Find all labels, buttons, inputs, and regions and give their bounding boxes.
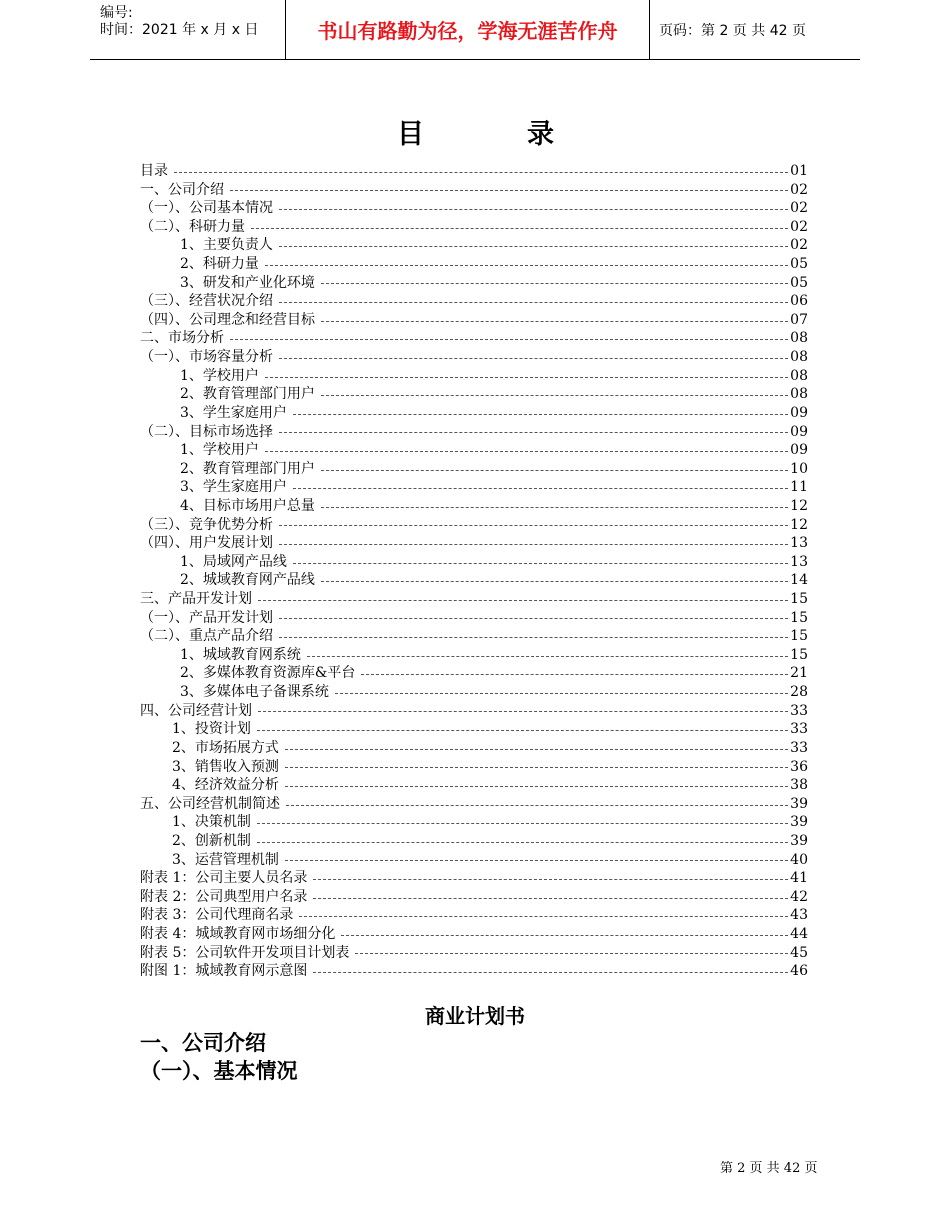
toc-entry-label: 二、市场分析 — [140, 330, 224, 347]
toc-entry-label: 2、教育管理部门用户 — [180, 460, 315, 477]
toc-entry-page: 33 — [790, 721, 808, 738]
toc-leader — [341, 935, 788, 936]
toc-entry-page: 02 — [790, 200, 808, 217]
toc-entry-label: （一）、产品开发计划 — [140, 609, 273, 626]
toc-entry[interactable] — [140, 646, 808, 665]
toc-leader — [293, 563, 788, 564]
toc-leader — [285, 860, 788, 861]
toc-entry[interactable] — [140, 497, 808, 516]
toc-entry-page: 15 — [790, 591, 808, 608]
toc-leader — [307, 656, 788, 657]
toc-leader — [257, 823, 788, 824]
toc-entry-page: 01 — [790, 163, 808, 179]
toc-entry[interactable] — [140, 869, 808, 888]
toc-entry-page: 41 — [790, 870, 808, 887]
toc-leader — [251, 228, 788, 229]
toc-entry[interactable] — [140, 813, 808, 832]
toc-leader — [257, 842, 788, 843]
toc-entry-label: 附表 4：城域教育网市场细分化 — [140, 925, 336, 942]
toc-leader — [286, 805, 788, 806]
toc-leader — [279, 358, 788, 359]
toc-entry[interactable] — [140, 199, 808, 218]
table-of-contents — [140, 162, 808, 981]
toc-entry-label: （二）、目标市场选择 — [140, 423, 273, 440]
toc-entry-page: 06 — [790, 293, 808, 310]
toc-entry-page: 38 — [790, 777, 808, 794]
page-header — [90, 0, 860, 60]
toc-entry[interactable] — [140, 516, 808, 535]
toc-entry-label: （二）、重点产品介绍 — [140, 628, 273, 645]
toc-entry[interactable] — [140, 274, 808, 293]
toc-entry-label: 4、目标市场用户总量 — [180, 497, 315, 514]
toc-leader — [293, 414, 788, 415]
toc-entry-page: 02 — [790, 237, 808, 254]
toc-entry-label: 3、学生家庭用户 — [180, 404, 287, 421]
toc-entry[interactable] — [140, 553, 808, 572]
toc-leader — [313, 972, 788, 973]
toc-entry-label: 目录 — [140, 163, 168, 179]
toc-entry-label: 2、城域教育网产品线 — [180, 572, 315, 589]
toc-entry-page: 08 — [790, 386, 808, 403]
toc-leader — [230, 190, 788, 191]
toc-entry-label: 附表 3：公司代理商名录 — [140, 907, 294, 924]
toc-entry-page: 15 — [790, 646, 808, 663]
toc-entry-label: 1、学校用户 — [180, 442, 259, 459]
toc-entry-page: 10 — [790, 460, 808, 477]
toc-entry-page: 12 — [790, 516, 808, 533]
toc-entry[interactable] — [140, 404, 808, 423]
toc-entry-page: 09 — [790, 423, 808, 440]
toc-entry-label: 附表 2：公司典型用户名录 — [140, 888, 308, 905]
toc-entry[interactable] — [140, 925, 808, 944]
toc-entry-label: 3、多媒体电子备课系统 — [180, 684, 329, 701]
toc-entry-label: 3、销售收入预测 — [172, 758, 279, 775]
section-heading-1: 一、公司介绍 — [140, 1031, 266, 1055]
toc-leader — [279, 432, 788, 433]
toc-entry[interactable] — [140, 292, 808, 311]
toc-entry[interactable] — [140, 423, 808, 442]
toc-entry-page: 21 — [790, 665, 808, 682]
toc-entry[interactable] — [140, 255, 808, 274]
toc-leader — [265, 451, 788, 452]
toc-leader — [279, 637, 788, 638]
doc-number-label: 编号: — [100, 5, 133, 21]
toc-entry-page: 14 — [790, 572, 808, 589]
toc-entry[interactable] — [140, 944, 808, 963]
toc-entry-label: 1、投资计划 — [172, 721, 251, 738]
toc-entry-label: （一）、市场容量分析 — [140, 349, 273, 366]
toc-title-char-1: 目 — [397, 119, 424, 150]
toc-entry-label: 3、研发和产业化环境 — [180, 274, 315, 291]
toc-entry[interactable] — [140, 851, 808, 870]
toc-entry-label: 2、创新机制 — [172, 832, 251, 849]
toc-entry-label: （四）、公司理念和经营目标 — [140, 311, 315, 328]
toc-entry[interactable] — [140, 478, 808, 497]
toc-entry-page: 08 — [790, 349, 808, 366]
toc-entry-label: 1、学校用户 — [180, 367, 259, 384]
toc-entry[interactable] — [140, 385, 808, 404]
toc-entry-label: 三、产品开发计划 — [140, 591, 252, 608]
toc-entry-page: 40 — [790, 851, 808, 868]
toc-leader — [265, 377, 788, 378]
toc-entry[interactable] — [140, 441, 808, 460]
toc-entry-page: 43 — [790, 907, 808, 924]
toc-entry[interactable] — [140, 832, 808, 851]
header-motto: 书山有路勤为径，学海无涯苦作舟 — [317, 19, 618, 43]
toc-entry-label: 附图 1：城域教育网示意图 — [140, 963, 308, 980]
doc-time-label: 时间：2021 年 x 月 x 日 — [100, 22, 259, 38]
toc-entry-label: 1、城域教育网系统 — [180, 646, 301, 663]
toc-leader — [257, 730, 788, 731]
toc-leader — [321, 470, 788, 471]
toc-entry-page: 15 — [790, 609, 808, 626]
toc-leader — [258, 600, 788, 601]
header-page-label: 页码：第 2 页 共 42 页 — [659, 22, 806, 39]
toc-leader — [361, 674, 788, 675]
toc-entry-page: 05 — [790, 274, 808, 291]
toc-entry-label: 一、公司介绍 — [140, 181, 224, 198]
toc-entry[interactable] — [140, 571, 808, 590]
toc-entry[interactable] — [140, 162, 808, 181]
toc-leader — [279, 209, 788, 210]
toc-entry-page: 13 — [790, 553, 808, 570]
toc-entry-page: 02 — [790, 218, 808, 235]
toc-entry-label: 1、主要负责人 — [180, 237, 273, 254]
toc-entry-label: 3、运营管理机制 — [172, 851, 279, 868]
toc-entry[interactable] — [140, 758, 808, 777]
toc-entry-page: 08 — [790, 367, 808, 384]
toc-entry[interactable] — [140, 702, 808, 721]
toc-entry[interactable] — [140, 720, 808, 739]
toc-leader — [313, 898, 788, 899]
toc-entry-page: 33 — [790, 702, 808, 719]
toc-entry-page: 39 — [790, 832, 808, 849]
toc-entry-page: 46 — [790, 963, 808, 980]
toc-entry-page: 05 — [790, 256, 808, 273]
toc-entry-page: 13 — [790, 535, 808, 552]
toc-leader — [279, 302, 788, 303]
toc-entry-label: （四）、用户发展计划 — [140, 535, 273, 552]
toc-entry-page: 08 — [790, 330, 808, 347]
toc-entry[interactable] — [140, 348, 808, 367]
toc-entry-label: 五、公司经营机制简述 — [140, 795, 280, 812]
toc-leader — [174, 172, 788, 173]
toc-entry-label: 1、局域网产品线 — [180, 553, 287, 570]
toc-entry-label: （二）、科研力量 — [140, 218, 245, 235]
toc-entry[interactable] — [140, 181, 808, 200]
toc-entry-label: 4、经济效益分析 — [172, 777, 279, 794]
toc-leader — [299, 916, 788, 917]
toc-entry[interactable] — [140, 590, 808, 609]
toc-leader — [313, 879, 788, 880]
toc-leader — [279, 544, 788, 545]
toc-entry[interactable] — [140, 627, 808, 646]
toc-entry[interactable] — [140, 460, 808, 479]
toc-entry-page: 44 — [790, 925, 808, 942]
toc-entry-label: 附表 1：公司主要人员名录 — [140, 870, 308, 887]
toc-entry[interactable] — [140, 609, 808, 628]
toc-entry-page: 33 — [790, 739, 808, 756]
toc-entry-page: 09 — [790, 442, 808, 459]
toc-leader — [285, 749, 788, 750]
toc-entry[interactable] — [140, 664, 808, 683]
toc-entry-label: （三）、经营状况介绍 — [140, 293, 273, 310]
toc-leader — [321, 283, 788, 284]
toc-leader — [258, 711, 788, 712]
toc-entry-page: 09 — [790, 404, 808, 421]
toc-entry[interactable] — [140, 776, 808, 795]
toc-entry[interactable] — [140, 534, 808, 553]
toc-entry[interactable] — [140, 795, 808, 814]
toc-entry-page: 39 — [790, 814, 808, 831]
toc-leader — [293, 488, 788, 489]
toc-entry[interactable] — [140, 683, 808, 702]
header-motto-cell — [285, 0, 650, 59]
toc-entry-page: 28 — [790, 684, 808, 701]
page-footer: 第 2 页 共 42 页 — [720, 1161, 818, 1176]
toc-entry[interactable] — [140, 906, 808, 925]
toc-entry-label: 2、教育管理部门用户 — [180, 386, 315, 403]
toc-leader — [265, 265, 788, 266]
toc-leader — [321, 395, 788, 396]
toc-leader — [321, 321, 788, 322]
toc-leader — [279, 525, 788, 526]
toc-entry-label: 附表 5：公司软件开发项目计划表 — [140, 944, 350, 961]
toc-entry[interactable] — [140, 367, 808, 386]
toc-entry-label: 1、决策机制 — [172, 814, 251, 831]
toc-entry[interactable] — [140, 218, 808, 237]
toc-leader — [321, 581, 788, 582]
toc-title-char-2: 录 — [527, 119, 554, 150]
toc-leader — [321, 507, 788, 508]
toc-leader — [279, 618, 788, 619]
toc-entry-page: 11 — [790, 479, 808, 496]
toc-entry-page: 36 — [790, 758, 808, 775]
toc-entry-label: 2、多媒体教育资源库&平台 — [180, 665, 356, 682]
toc-entry[interactable] — [140, 962, 808, 981]
toc-leader — [285, 767, 788, 768]
toc-leader — [335, 693, 788, 694]
toc-leader — [230, 339, 788, 340]
toc-entry-page: 07 — [790, 311, 808, 328]
toc-leader — [285, 786, 788, 787]
toc-entry-page: 15 — [790, 628, 808, 645]
toc-entry-page: 42 — [790, 888, 808, 905]
toc-entry-label: 2、市场拓展方式 — [172, 739, 279, 756]
toc-leader — [279, 246, 788, 247]
doc-title: 商业计划书 — [425, 1004, 525, 1028]
toc-entry[interactable] — [140, 311, 808, 330]
header-meta — [90, 0, 285, 59]
toc-entry[interactable] — [140, 739, 808, 758]
toc-entry[interactable] — [140, 236, 808, 255]
toc-entry-label: 四、公司经营计划 — [140, 702, 252, 719]
toc-leader — [355, 953, 788, 954]
toc-entry[interactable] — [140, 329, 808, 348]
toc-entry-page: 02 — [790, 181, 808, 198]
toc-entry-label: 3、学生家庭用户 — [180, 479, 287, 496]
toc-entry-label: （一）、公司基本情况 — [140, 200, 273, 217]
toc-entry-page: 12 — [790, 497, 808, 514]
toc-entry-page: 45 — [790, 944, 808, 961]
toc-entry-page: 39 — [790, 795, 808, 812]
toc-entry-label: 2、科研力量 — [180, 256, 259, 273]
toc-entry-label: （三）、竞争优势分析 — [140, 516, 273, 533]
toc-entry[interactable] — [140, 888, 808, 907]
section-heading-1-1: （一）、基本情况 — [140, 1059, 298, 1083]
